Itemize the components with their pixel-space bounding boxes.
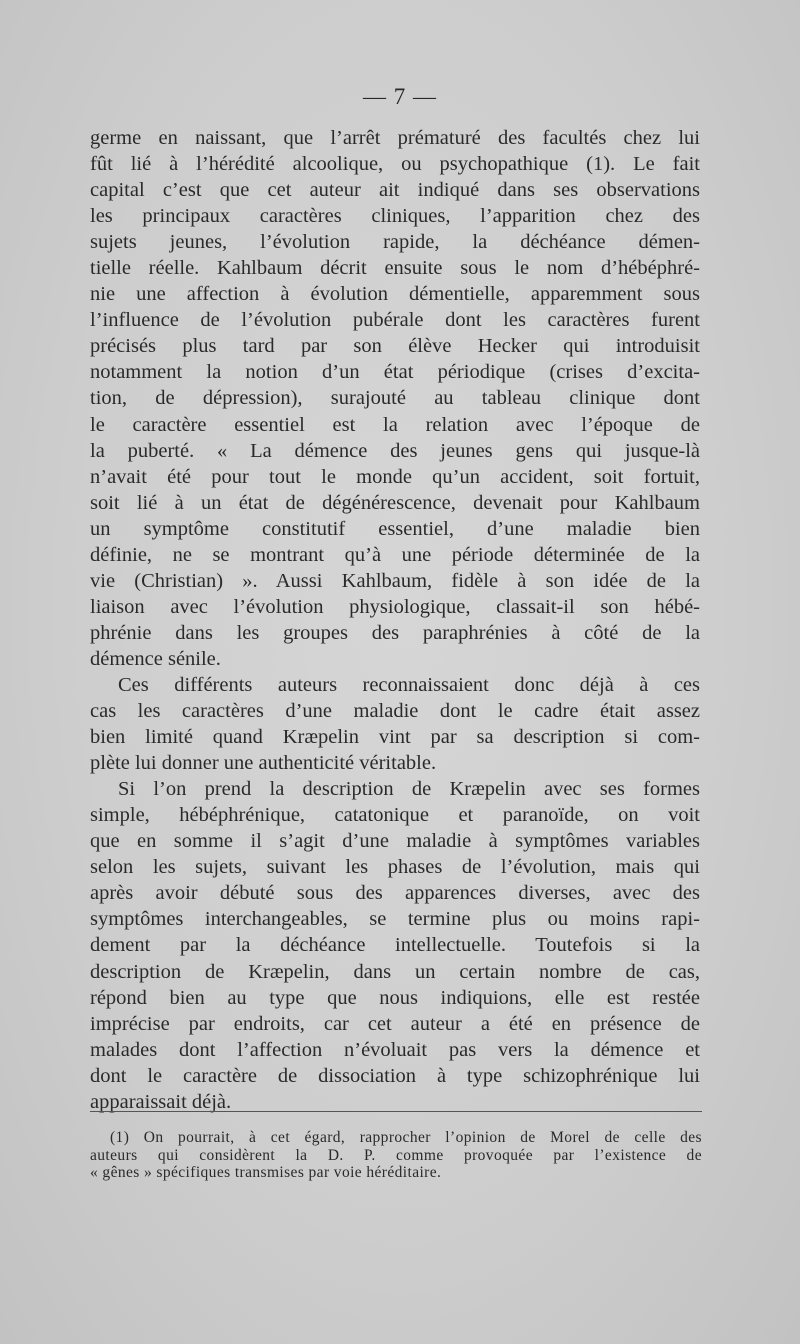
text-line: selon les sujets, suivant les phases de l’évolution, mais qui xyxy=(90,856,700,879)
text-line: que en somme il s’agit d’une maladie à symptômes variables xyxy=(90,830,700,853)
text-line: malades dont l’affection n’évoluait pas vers la démence et xyxy=(90,1038,700,1061)
text-line: description de Kræpelin, dans un certain nombre de cas, xyxy=(90,960,700,983)
text-line: Si l’on prend la description de Kræpelin avec ses formes xyxy=(118,778,700,801)
text-line: fût lié à l’hérédité alcoolique, ou psychopathique (1). Le fait xyxy=(90,153,700,176)
text-line: précisés plus tard par son élève Hecker qui introduisit xyxy=(90,335,700,358)
text-line: les principaux caractères cliniques, l’apparition chez des xyxy=(90,205,700,228)
text-line: vie (Christian) ». Aussi Kahlbaum, fidèle à son idée de la xyxy=(90,569,700,592)
footnote-line: « gênes » spécifiques transmises par voie héréditaire. xyxy=(90,1164,442,1181)
text-line: apparaissait déjà. xyxy=(90,1090,232,1113)
text-line: un symptôme constitutif essentiel, d’une maladie bien xyxy=(90,517,700,540)
body-text xyxy=(90,125,700,1115)
text-line: symptômes interchangeables, se termine plus ou moins rapi- xyxy=(90,908,700,931)
text-line: le caractère essentiel est la relation avec l’époque de xyxy=(90,413,700,436)
text-line: liaison avec l’évolution physiologique, classait-il son hébé- xyxy=(90,595,700,618)
text-line: phrénie dans les groupes des paraphrénies à côté de la xyxy=(90,621,700,644)
text-line: tielle réelle. Kahlbaum décrit ensuite sous le nom d’hébéphré- xyxy=(90,257,700,280)
text-line: plète lui donner une authenticité véritable. xyxy=(90,752,437,775)
text-line: sujets jeunes, l’évolution rapide, la déchéance démen- xyxy=(90,231,700,254)
text-line: n’avait été pour tout le monde qu’un accident, soit fortuit, xyxy=(90,465,700,488)
footnote xyxy=(90,1129,702,1182)
text-line: simple, hébéphrénique, catatonique et paranoïde, on voit xyxy=(90,804,700,827)
text-line: notamment la notion d’un état périodique (crises d’excita- xyxy=(90,361,700,384)
text-line: après avoir débuté sous des apparences diverses, avec des xyxy=(90,882,700,905)
text-line: l’influence de l’évolution pubérale dont les caractères furent xyxy=(90,309,700,332)
text-line: répond bien au type que nous indiquions, elle est restée xyxy=(90,986,700,1009)
text-line: imprécise par endroits, car cet auteur a été en présence de xyxy=(90,1012,700,1035)
footnote-line: auteurs qui considèrent la D. P. comme provoquée par l’existence de xyxy=(90,1146,702,1164)
text-line: la puberté. « La démence des jeunes gens qui jusque-là xyxy=(90,439,700,462)
footnote-divider xyxy=(90,1111,702,1112)
text-line: nie une affection à évolution démentielle, apparemment sous xyxy=(90,283,700,306)
text-line: définie, ne se montrant qu’à une période déterminée de la xyxy=(90,543,700,566)
text-line: bien limité quand Kræpelin vint par sa description si com- xyxy=(90,726,700,749)
text-line: dont le caractère de dissociation à type schizophrénique lui xyxy=(90,1064,700,1087)
text-line: démence sénile. xyxy=(90,647,221,670)
footnote-line: (1) On pourrait, à cet égard, rapprocher l’opinion de Morel de celle des xyxy=(110,1129,702,1146)
text-line: cas les caractères d’une maladie dont le cadre était assez xyxy=(90,700,700,723)
page-number: — 7 — xyxy=(363,84,437,109)
text-line: Ces différents auteurs reconnaissaient donc déjà à ces xyxy=(118,673,700,696)
text-line: soit lié à un état de dégénérescence, devenait pour Kahlbaum xyxy=(90,491,700,514)
text-line: dement par la déchéance intellectuelle. Toutefois si la xyxy=(90,934,700,957)
text-line: germe en naissant, que l’arrêt prématuré des facultés chez lui xyxy=(90,127,700,149)
text-line: tion, de dépression), surajouté au tableau clinique dont xyxy=(90,387,700,410)
text-line: capital c’est que cet auteur ait indiqué dans ses observations xyxy=(90,179,700,202)
